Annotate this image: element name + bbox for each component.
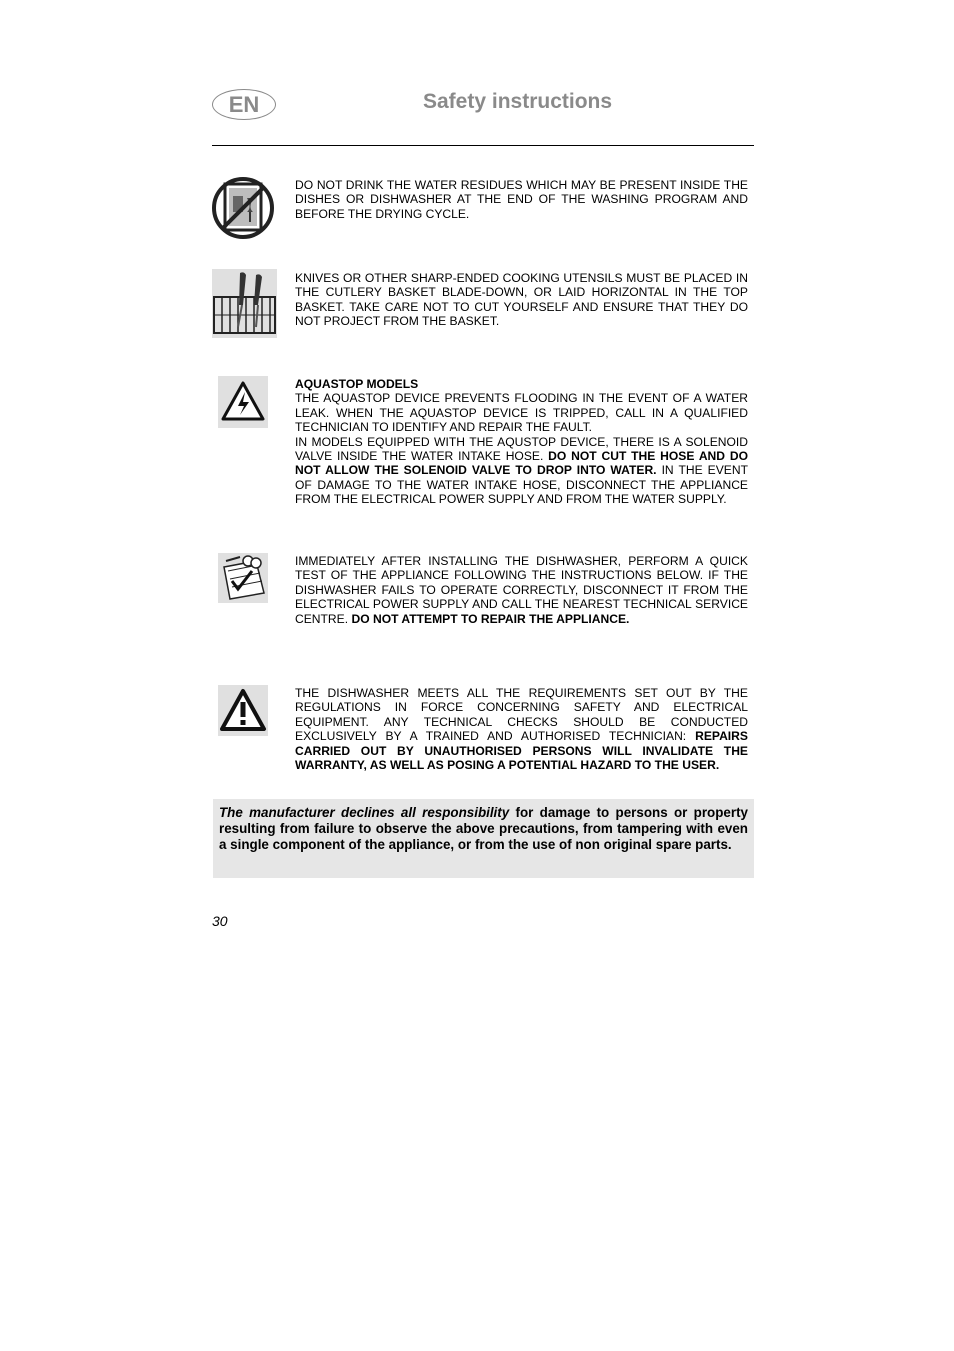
section-text: THE DISHWASHER MEETS ALL THE REQUIREMENTS SET OUT BY THE REGULATIONS IN FORCE CONCERNING SAFETY AND ELECTRICAL EQUIPMENT. ANY TECHNICAL CHECKS SHOULD BE CONDUCTED EXCLUSIVELY BY A TRAINED AND AUTHORISED TECHNICIAN: bbox=[295, 686, 748, 744]
section-heading: AQUASTOP MODELS bbox=[295, 377, 419, 391]
cutlery-basket-knives-icon bbox=[212, 269, 277, 338]
section-text: DO NOT DRINK THE WATER RESIDUES WHICH MAY BE PRESENT INSIDE THE DISHES OR DISHWASHER AT THE END OF THE WASHING PROGRAM AND BEFORE THE DRYING CYCLE. bbox=[295, 178, 748, 221]
disclaimer-italic: The manufacturer declines all responsibility bbox=[219, 805, 510, 820]
disclaimer-text: for damage to persons or property resulting from failure to observe the above precautions, from tampering with even a single component of the appliance, or from the use of non original spare parts. bbox=[219, 805, 748, 852]
section-bold-text: REPAIRS CARRIED OUT BY UNAUTHORISED PERSONS WILL INVALIDATE THE WARRANTY, AS WELL AS POSING A POTENTIAL HAZARD TO THE USER. bbox=[295, 729, 748, 773]
section-bold-text: DO NOT CUT THE HOSE AND DO NOT ALLOW THE SOLENOID VALVE TO DROP INTO WATER. bbox=[295, 449, 748, 478]
regulations-section bbox=[295, 686, 748, 772]
header-divider bbox=[212, 145, 754, 146]
section-text: KNIVES OR OTHER SHARP-ENDED COOKING UTENSILS MUST BE PLACED IN THE CUTLERY BASKET BLADE-DOWN, OR LAID HORIZONTAL IN THE TOP BASKET. TAKE CARE NOT TO CUT YOURSELF AND ENSURE THAT THEY DO NOT PROJECT FROM THE BASKET. bbox=[295, 271, 748, 329]
section-text: IMMEDIATELY AFTER INSTALLING THE DISHWASHER, PERFORM A QUICK TEST OF THE APPLIANCE FOLLOWING THE INSTRUCTIONS BELOW. IF THE DISHWASHER FAILS TO OPERATE CORRECTLY, DISCONNECT IT FROM THE ELECTRICAL POWER SUPPLY AND CALL THE NEAREST TECHNICAL SERVICE CENTRE. bbox=[295, 554, 748, 626]
section-bold-text: DO NOT ATTEMPT TO REPAIR THE APPLIANCE. bbox=[351, 611, 630, 626]
section-text: IN MODELS EQUIPPED WITH THE AQUSTOP DEVICE, THERE IS A SOLENOID VALVE INSIDE THE WATER INTAKE HOSE. bbox=[295, 434, 748, 464]
page-title: Safety instructions bbox=[423, 90, 613, 113]
section-text: IN THE EVENT OF DAMAGE TO THE WATER INTAKE HOSE, DISCONNECT THE APPLIANCE FROM THE ELECTRICAL POWER SUPPLY AND FROM THE WATER SUPPLY. bbox=[295, 463, 748, 507]
section-text: THE AQUASTOP DEVICE PREVENTS FLOODING IN THE EVENT OF A WATER LEAK. WHEN THE AQUASTOP DEVICE IS TRIPPED, CALL IN A QUALIFIED TECHNICIAN TO IDENTIFY AND REPAIR THE FAULT. bbox=[295, 391, 748, 435]
page-number: 30 bbox=[212, 913, 228, 929]
language-badge: EN bbox=[212, 89, 276, 120]
electrical-hazard-icon bbox=[218, 376, 268, 428]
disclaimer-box bbox=[213, 799, 754, 878]
aquastop-section bbox=[295, 377, 748, 507]
checklist-test-icon bbox=[218, 553, 268, 603]
quick-test-section bbox=[295, 554, 748, 626]
warning-triangle-icon bbox=[218, 685, 268, 736]
no-drinking-water-icon bbox=[211, 176, 277, 240]
